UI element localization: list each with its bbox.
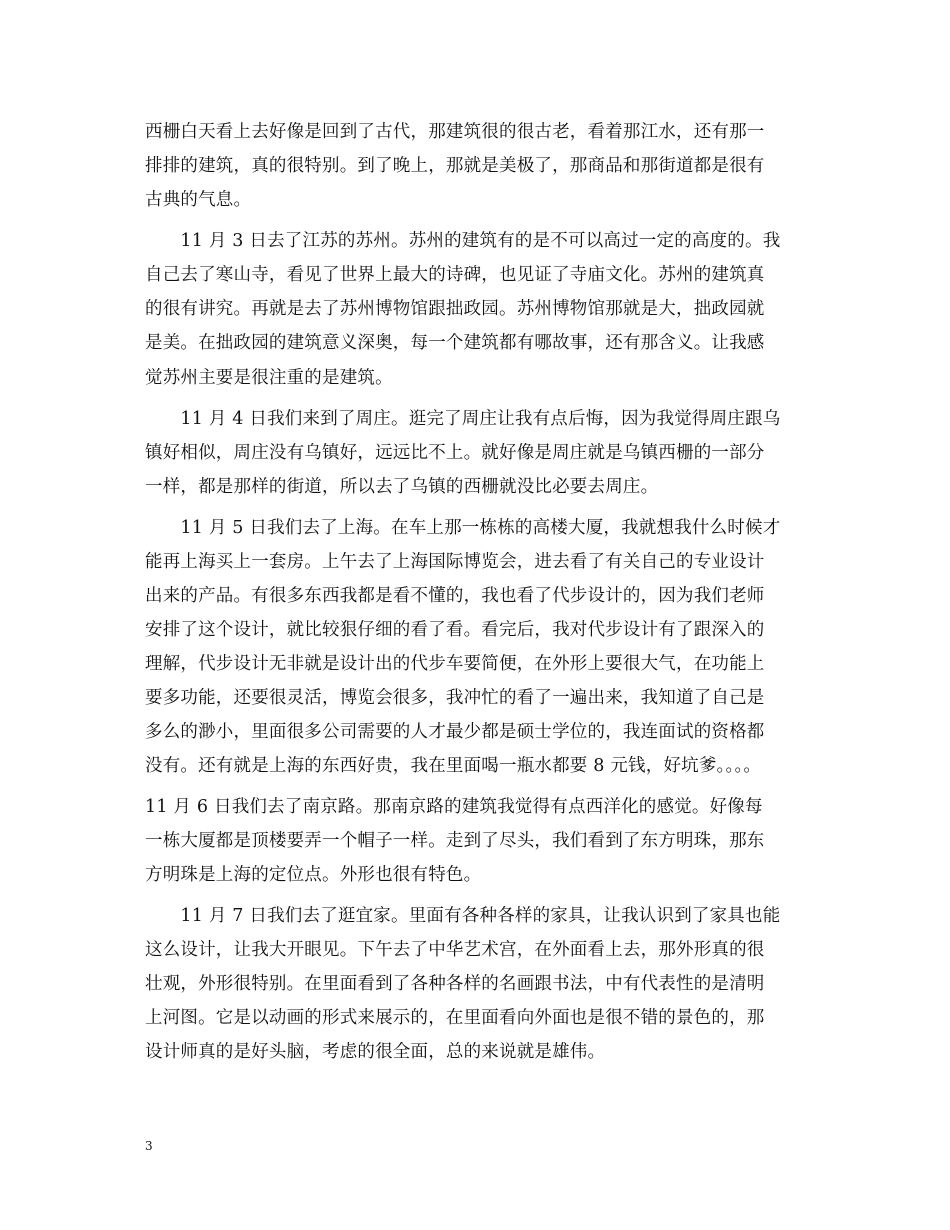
text-line: 11 月 4 日我们来到了周庄。逛完了周庄让我有点后悔，因为我觉得周庄跟乌 <box>145 409 781 429</box>
text-line: 这么设计，让我大开眼见。下午去了中华艺术宫，在外面看上去，那外形真的很 <box>145 940 765 960</box>
text-line: 理解，代步设计无非就是设计出的代步车要简便，在外形上要很大气，在功能上 <box>145 654 765 674</box>
text-line: 的很有讲究。再就是去了苏州博物馆跟拙政园。苏州博物馆那就是大，拙政园就 <box>145 299 765 319</box>
text-line: 要多功能，还要很灵活，博览会很多，我冲忙的看了一遍出来，我知道了自己是 <box>145 688 765 708</box>
text-line: 11 月 5 日我们去了上海。在车上那一栋栋的高楼大厦，我就想我什么时候才 <box>145 518 781 538</box>
text-line: 镇好相似，周庄没有乌镇好，远远比不上。就好像是周庄就是乌镇西栅的一部分 <box>145 443 765 463</box>
text-line: 设计师真的是好头脑，考虑的很全面，总的来说就是雄伟。 <box>145 1042 606 1062</box>
text-line: 上河图。它是以动画的形式来展示的，在里面看向外面也是很不错的景色的，那 <box>145 1008 765 1028</box>
text-line: 古典的气息。 <box>145 190 252 210</box>
text-line: 能再上海买上一套房。上午去了上海国际博览会，进去看了有关自己的专业设计 <box>145 552 765 572</box>
text-line: 自己去了寒山寺，看见了世界上最大的诗碑，也见证了寺庙文化。苏州的建筑真 <box>145 265 765 285</box>
text-line: 11 月 7 日我们去了逛宜家。里面有各种各样的家具，让我认识到了家具也能 <box>145 906 781 926</box>
text-line: 方明珠是上海的定位点。外形也很有特色。 <box>145 865 482 885</box>
text-line: 一样，都是那样的街道，所以去了乌镇的西栅就没比必要去周庄。 <box>145 477 659 497</box>
text-line: 11 月 3 日去了江苏的苏州。苏州的建筑有的是不可以高过一定的高度的。我 <box>145 231 781 251</box>
text-line: 排排的建筑，真的很特别。到了晚上，那就是美极了，那商品和那街道都是很有 <box>145 156 765 176</box>
text-line: 觉苏州主要是很注重的是建筑。 <box>145 368 393 388</box>
text-line: 壮观，外形很特别。在里面看到了各种各样的名画跟书法，中有代表性的是清明 <box>145 974 765 994</box>
text-line: 11 月 6 日我们去了南京路。那南京路的建筑我觉得有点西洋化的感觉。好像每 <box>145 797 763 817</box>
text-line: 西栅白天看上去好像是回到了古代，那建筑很的很古老，看着那江水，还有那一 <box>145 122 765 142</box>
text-line: 一栋大厦都是顶楼要弄一个帽子一样。走到了尽头，我们看到了东方明珠，那东 <box>145 831 765 851</box>
text-line: 安排了这个设计，就比较狠仔细的看了看。看完后，我对代步设计有了跟深入的 <box>145 620 765 640</box>
text-line: 出来的产品。有很多东西我都是看不懂的，我也看了代步设计的，因为我们老师 <box>145 586 765 606</box>
text-line: 没有。还有就是上海的东西好贵，我在里面喝一瓶水都要 8 元钱，好坑爹。。。。 <box>145 756 762 776</box>
text-line: 多么的渺小，里面很多公司需要的人才最少都是硕士学位的，我连面试的资格都 <box>145 722 765 742</box>
text-line: 是美。在拙政园的建筑意义深奥，每一个建筑都有哪故事，还有那含义。让我感 <box>145 333 765 353</box>
page-number: 3 <box>145 1139 153 1153</box>
